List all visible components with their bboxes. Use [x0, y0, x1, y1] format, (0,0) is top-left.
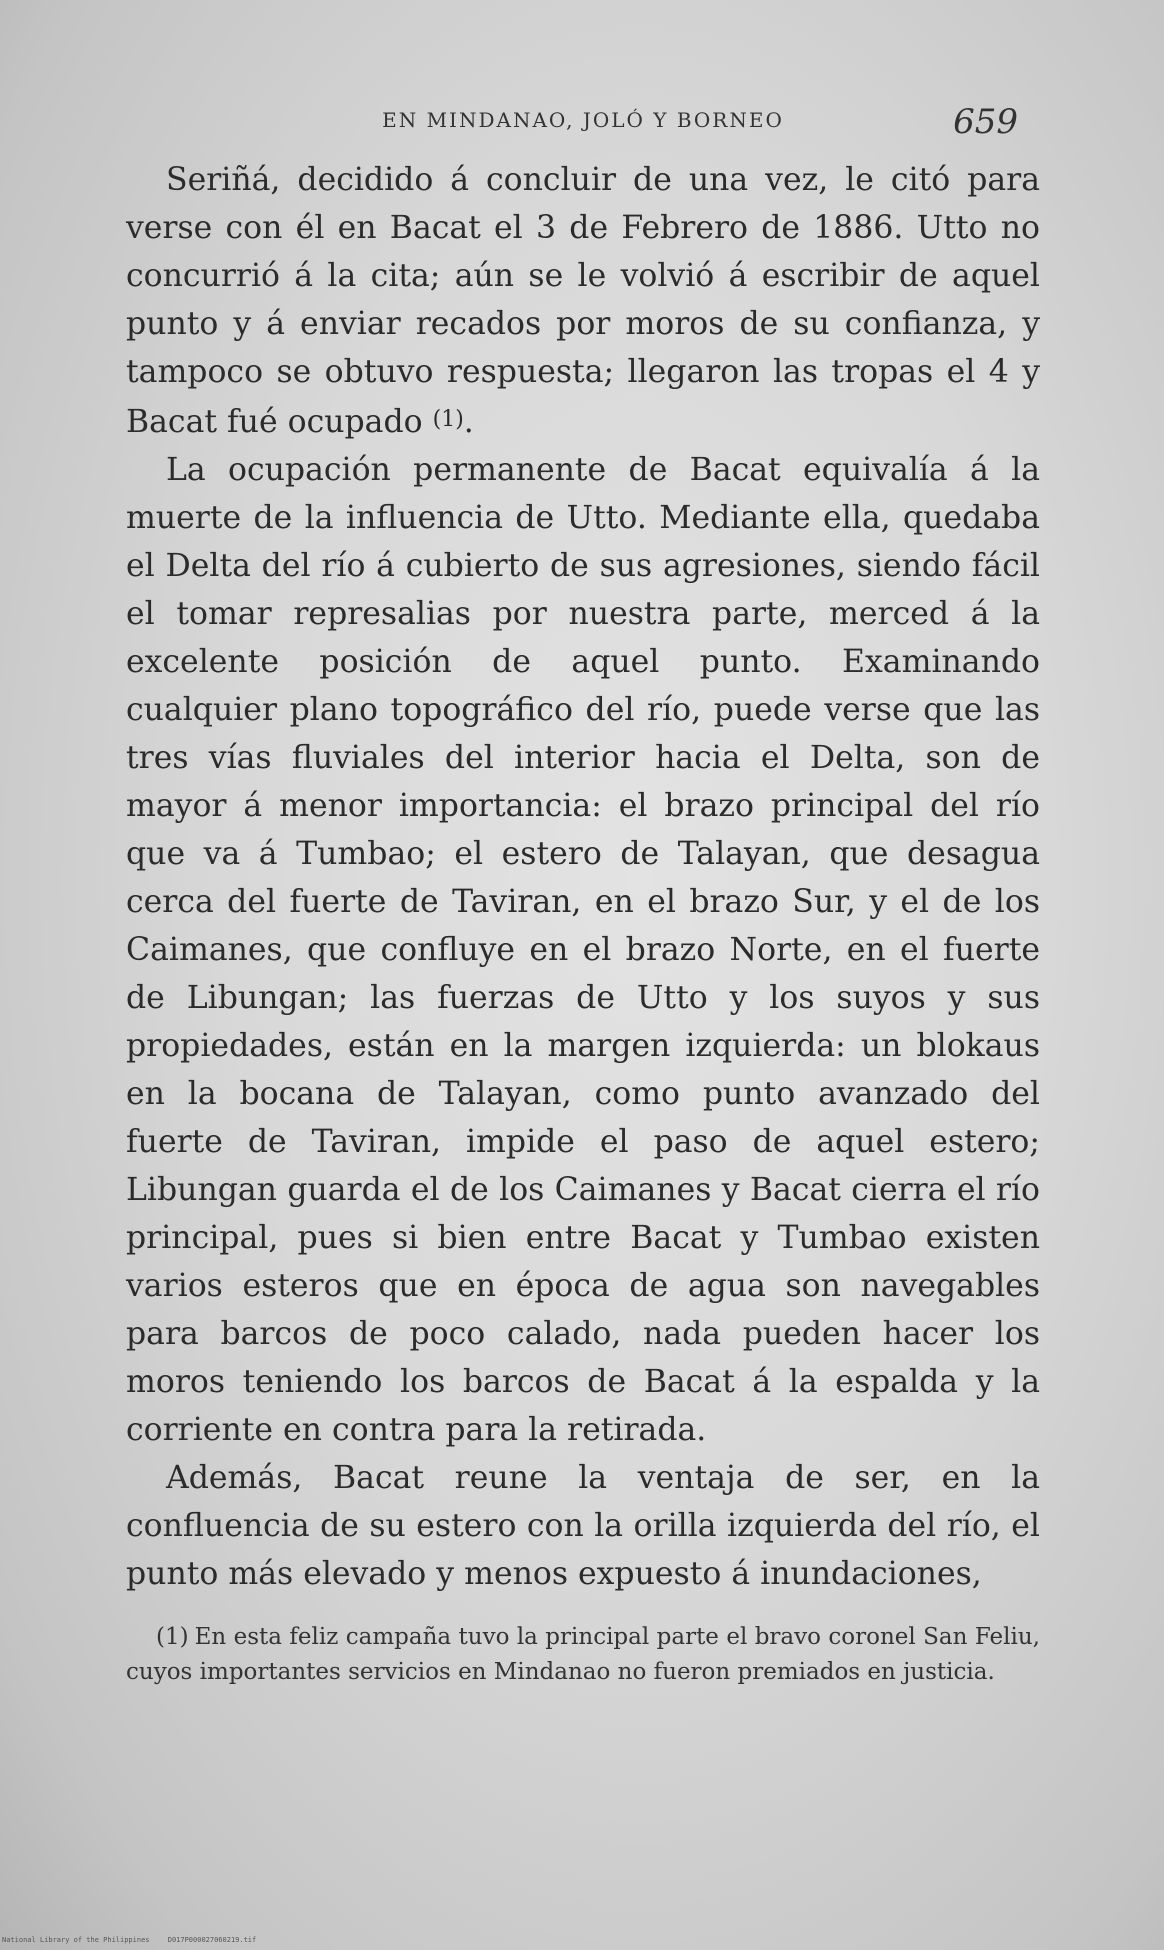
running-title: EN MINDANAO, JOLÓ Y BORNEO — [382, 108, 784, 132]
paragraph-1 — [126, 156, 1040, 446]
footnote — [126, 1620, 1040, 1690]
colophon-library: National Library of the Philippines — [2, 1936, 150, 1944]
colophon-file-id: D017P000027060219.tif — [167, 1936, 257, 1944]
paragraph-3: Además, Bacat reune la ventaja de ser, en la confluencia de su estero con la orilla izquierda del río, el punto más elevado y menos expuesto á inundaciones, — [126, 1460, 1040, 1592]
footnote-text: En esta feliz campaña tuvo la principal parte el bravo coronel San Feliu, cuyos importantes servicios en Mindanao no fueron premiados en justicia. — [126, 1624, 1040, 1685]
scan-colophon — [2, 1936, 256, 1944]
paragraph-2: La ocupación permanente de Bacat equivalía á la muerte de la influencia de Utto. Mediante ella, quedaba el Delta del río á cubierto de sus agresiones, siendo fácil el tomar represalias por nuestra parte, merced á la excelente posición de aquel punto. Examinando cualquier plano topográfico del río, puede verse que las tres vías fluviales del interior hacia el Delta, son de mayor á menor importancia: el brazo principal del río que va á Tumbao; el estero de Talayan, que desagua cerca del fuerte de Taviran, en el brazo Sur, y el de los Caimanes, que confluye en el brazo Norte, en el fuerte de Libungan; las fuerzas de Utto y los suyos y sus propiedades, están en la margen izquierda: un blokaus en la bocana de Talayan, como punto avanzado del fuerte de Taviran, impide el paso de aquel estero; Libungan guarda el de los Caimanes y Bacat cierra el río principal, pues si bien entre Bacat y Tumbao existen varios esteros que en época de agua son navegables para barcos de poco calado, nada pueden hacer los moros teniendo los barcos de Bacat á la espalda y la corriente en contra para la retirada. — [126, 452, 1040, 1448]
paragraph-1-text: Seriñá, decidido á concluir de una vez, le citó para verse con él en Bacat el 3 de Febrero de 1886. Utto no concurrió á la cita; aún se le volvió á escribir de aquel punto y á enviar recados por moros de su confianza, y tampoco se obtuvo respuesta; llegaron las tropas el 4 y Bacat fué ocupado — [126, 162, 1040, 440]
text-block — [126, 102, 1040, 1713]
footnote-reference: (1) — [432, 407, 464, 432]
running-head — [126, 102, 1040, 142]
page-number: 659 — [953, 102, 1018, 142]
footnote-label: (1) — [156, 1624, 189, 1650]
paragraph-1-tail: . — [463, 404, 474, 440]
